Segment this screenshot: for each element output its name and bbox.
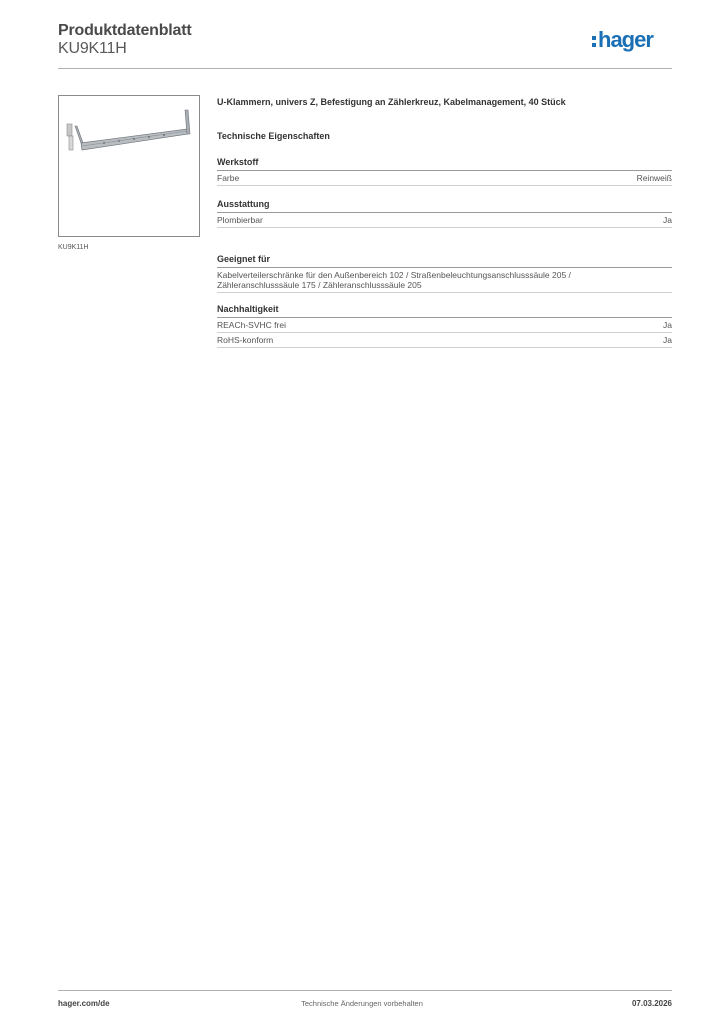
section-title-werkstoff: Werkstoff — [217, 157, 672, 171]
suitable-for-line-1: Kabelverteilerschränke für den Außenbereich 102 / Straßenbeleuchtungsanschlusssäule 205 / — [217, 270, 571, 280]
property-label: Plombierbar — [217, 215, 263, 225]
property-value: Reinweiß — [636, 173, 672, 183]
property-label: Farbe — [217, 173, 240, 183]
section-nachhaltigkeit — [217, 304, 672, 348]
article-number: KU9K11H — [58, 40, 127, 57]
header-divider — [58, 68, 672, 69]
property-label: RoHS-konform — [217, 335, 274, 345]
page-title: Produktdatenblatt — [58, 22, 192, 39]
property-label: REACh-SVHC frei — [217, 320, 286, 330]
product-details — [217, 97, 672, 348]
footer-divider — [58, 990, 672, 991]
footer-date: 07.03.2026 — [631, 999, 672, 1008]
product-description: U-Klammern, univers Z, Befestigung an Zählerkreuz, Kabelmanagement, 40 Stück — [217, 97, 566, 107]
tech-properties-heading: Technische Eigenschaften — [217, 131, 330, 141]
section-geeignet — [217, 254, 672, 293]
property-value: Ja — [663, 335, 672, 345]
property-row — [217, 213, 672, 228]
property-row — [217, 171, 672, 186]
footer-website-link[interactable]: hager.com/de — [58, 999, 110, 1008]
property-row — [217, 333, 672, 348]
section-title-geeignet: Geeignet für — [217, 254, 672, 268]
section-title-nachhaltigkeit: Nachhaltigkeit — [217, 304, 672, 318]
image-caption: KU9K11H — [58, 244, 89, 251]
property-row — [217, 268, 672, 293]
property-value: Ja — [663, 320, 672, 330]
property-value: Ja — [663, 215, 672, 225]
section-ausstattung — [217, 199, 672, 228]
section-werkstoff — [217, 157, 672, 186]
u-bracket-icon — [59, 96, 199, 236]
footer-disclaimer: Technische Änderungen vorbehalten — [301, 999, 423, 1008]
section-title-ausstattung: Ausstattung — [217, 199, 672, 213]
suitable-for-line-2: Zähleranschlusssäule 175 / Zähleranschlusssäule 205 — [217, 280, 422, 290]
product-image — [58, 95, 200, 237]
hager-logo — [590, 27, 676, 55]
logo-text: hager — [598, 27, 653, 52]
property-row — [217, 318, 672, 333]
